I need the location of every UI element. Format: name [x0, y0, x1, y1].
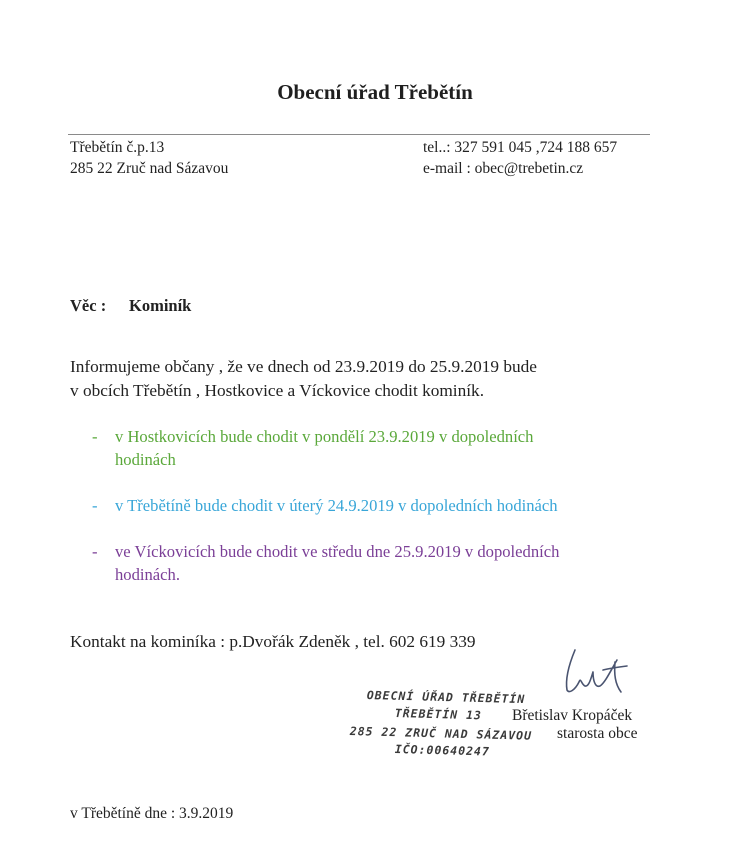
stamp-line-3: 285 22 ZRUČ NAD SÁZAVOU [349, 724, 533, 743]
stamp-line-2: TŘEBĚTÍN 13 [394, 706, 483, 723]
schedule-trebetin-line-1: v Třebětíně bude chodit v úterý 24.9.2019 v dopoledních hodinách [115, 496, 558, 515]
schedule-dash-vickovice: - [92, 542, 98, 561]
phone-numbers: tel..: 327 591 045 ,724 188 657 [423, 139, 618, 156]
signatory-role: starosta obce [557, 725, 638, 742]
header-divider [68, 134, 650, 135]
address-line-2: 285 22 Zruč nad Sázavou [70, 160, 229, 177]
contact-line: Kontakt na kominíka : p.Dvořák Zdeněk , tel. 602 619 339 [70, 632, 476, 651]
schedule-dash-trebetin: - [92, 496, 98, 515]
schedule-vickovice-line-1: ve Víckovicích bude chodit ve středu dne 25.9.2019 v dopoledních [115, 542, 560, 561]
intro-line-2: v obcích Třebětín , Hostkovice a Víckovice chodit kominík. [70, 381, 485, 400]
date-line: v Třebětíně dne : 3.9.2019 [70, 805, 234, 822]
subject-label: Věc : [70, 296, 107, 315]
schedule-dash-hostkovice: - [92, 427, 98, 446]
page-title: Obecní úřad Třebětín [277, 80, 473, 104]
schedule-hostkovice-line-2: hodinách [115, 450, 176, 469]
signature-icon [545, 640, 635, 700]
schedule-vickovice-line-2: hodinách. [115, 565, 180, 584]
subject-value: Kominík [129, 296, 192, 315]
signatory-name: Břetislav Kropáček [512, 707, 633, 724]
email-address: e-mail : obec@trebetin.cz [423, 160, 584, 177]
stamp-line-1: OBECNÍ ÚŘAD TŘEBĚTÍN [366, 688, 526, 707]
address-line-1: Třebětín č.p.13 [70, 139, 165, 156]
schedule-hostkovice-line-1: v Hostkovicích bude chodit v pondělí 23.9.2019 v dopoledních [115, 427, 534, 446]
stamp-line-4: IČO:00640247 [394, 742, 491, 759]
intro-line-1: Informujeme občany , že ve dnech od 23.9.2019 do 25.9.2019 bude [70, 357, 537, 376]
